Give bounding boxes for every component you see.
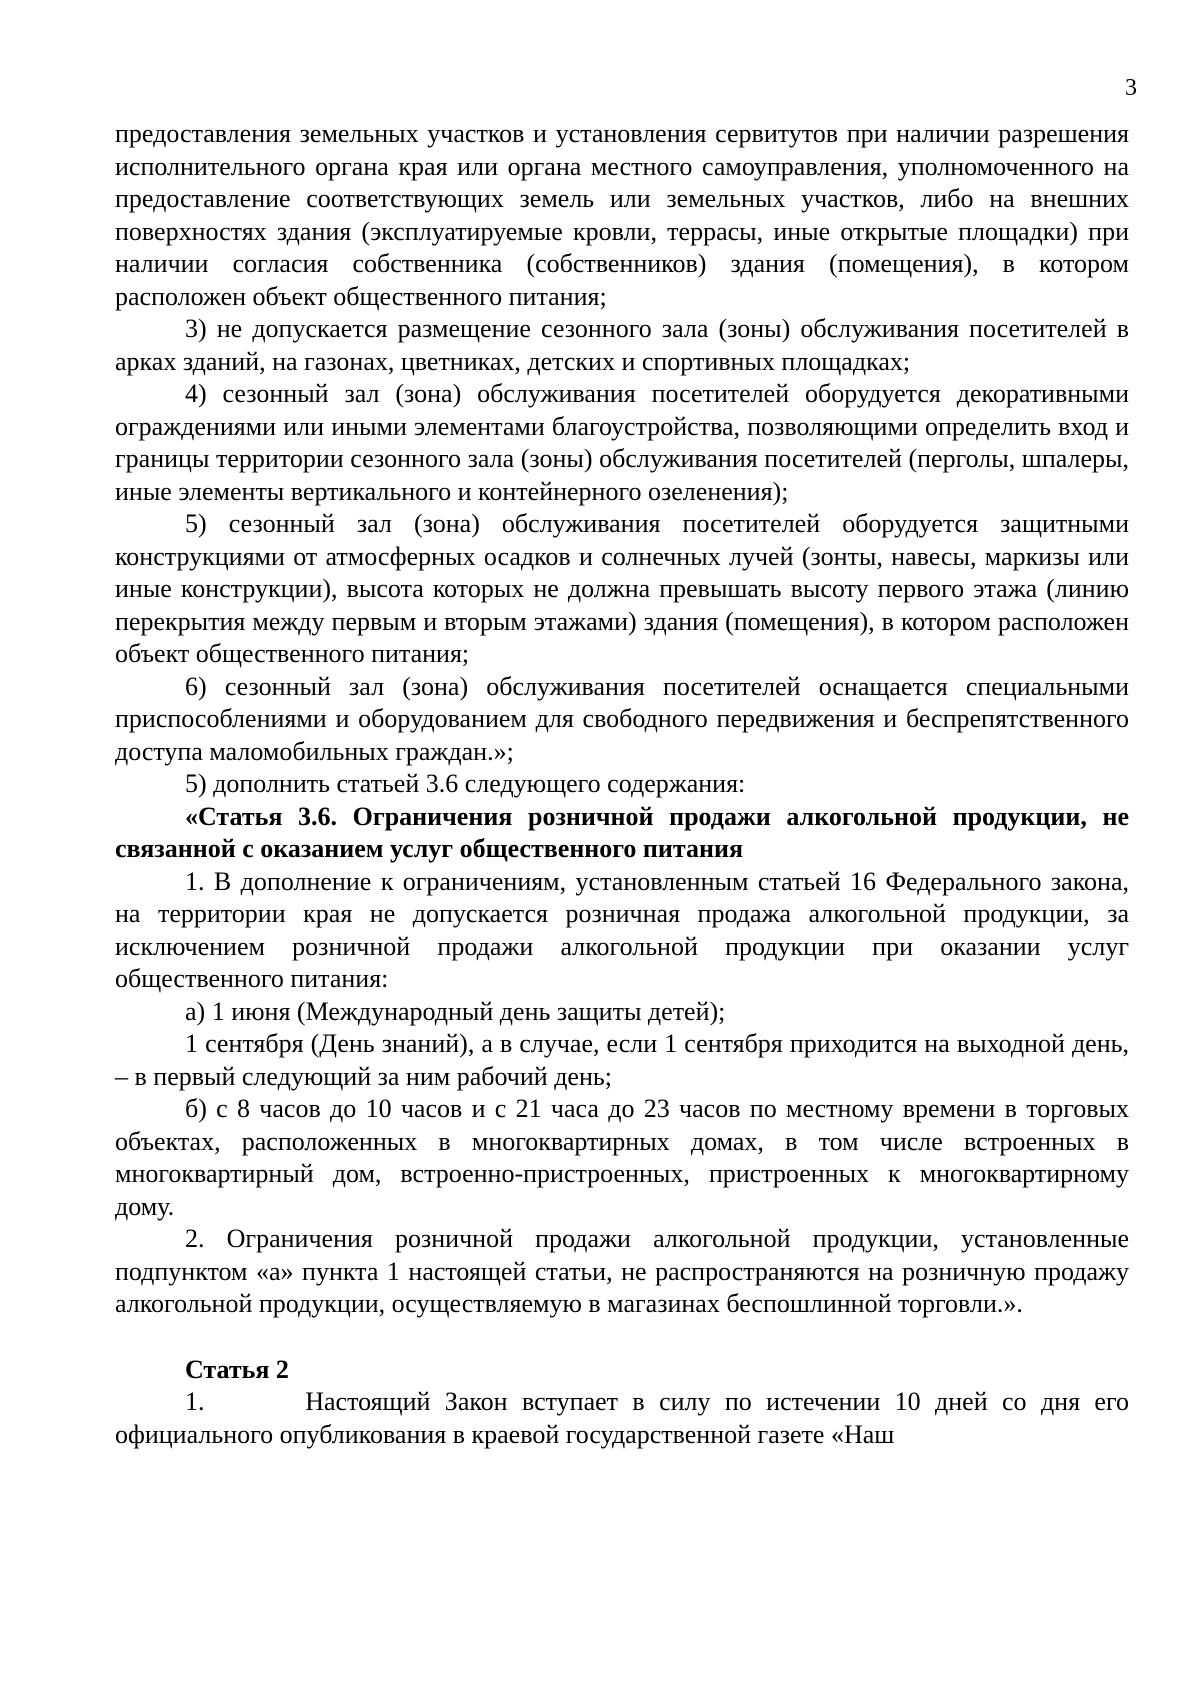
document-body: [115, 118, 1136, 1451]
article-2-clause-1: 1. Настоящий Закон вступает в силу по истечении 10 дней со дня его официального опубликования в краевой государственной газете «Наш: [115, 1387, 1136, 1449]
paragraph-item-4: 4) сезонный зал (зона) обслуживания посетителей оборудуется декоративными ограждениями или иными элементами благоустройства, позволяющими определить вход и границы территории сезонного зала (зоны) обслуживания посетителей (перголы, шпалеры, иные элементы вертикального и контейнерного озеленения);: [115, 379, 1129, 506]
paragraph-continuation: предоставления земельных участков и установления сервитутов при наличии разрешения исполнительного органа края или органа местного самоуправления, уполномоченного на предоставление соответствующих земель или земельных участков, либо на внешних поверхностях здания (эксплуатируемые кровли, террасы, иные открытые площадки) при наличии согласия собственника (собственников) здания (помещения), в котором расположен объект общественного питания;: [115, 119, 1129, 311]
paragraph-item-3: 3) не допускается размещение сезонного зала (зоны) обслуживания посетителей в арках зданий, на газонах, цветниках, детских и спортивных площадках;: [115, 314, 1129, 376]
article-2-heading: Статья 2: [185, 1354, 289, 1384]
paragraph-item-6: 6) сезонный зал (зона) обслуживания посетителей оснащается специальными приспособлениями и оборудованием для свободного передвижения и беспрепятственного доступа маломобильных граждан.»;: [115, 671, 1129, 766]
article-3-6-clause-1: 1. В дополнение к ограничениям, установленным статьей 16 Федерального закона, на территории края не допускается розничная продажа алкогольной продукции, за исключением розничной продажи алкогольной продукции при оказании услуг общественного питания:: [115, 866, 1129, 993]
subclause-a-september: 1 сентября (День знаний), а в случае, если 1 сентября приходится на выходной день, – в первый следующий за ним рабочий день;: [115, 1029, 1129, 1091]
section-spacer: [115, 1321, 1129, 1354]
article-3-6-heading: «Статья 3.6. Ограничения розничной продажи алкогольной продукции, не связанной с оказанием услуг общественного питания: [115, 801, 1129, 863]
subclause-b: б) с 8 часов до 10 часов и с 21 часа до 23 часов по местному времени в торговых объектах, расположенных в многоквартирных домах, в том числе встроенных в многоквартирный дом, встроенно-пристроенных, пристроенных к многоквартирному дому.: [115, 1094, 1129, 1221]
subclause-a: а) 1 июня (Международный день защиты детей);: [185, 996, 726, 1026]
article-3-6-clause-2: 2. Ограничения розничной продажи алкогольной продукции, установленные подпунктом «а» пункта 1 настоящей статьи, не распространяются на розничную продажу алкогольной продукции, осуществляемую в магазинах беспошлинной торговли.».: [115, 1224, 1129, 1318]
page-number: 3: [1125, 75, 1137, 101]
paragraph-item-5: 5) сезонный зал (зона) обслуживания посетителей оборудуется защитными конструкциями от атмосферных осадков и солнечных лучей (зонты, навесы, маркизы или иные конструкции), высота которых не должна превышать высоту первого этажа (линию перекрытия между первым и вторым этажами) здания (помещения), в котором расположен объект общественного питания;: [115, 509, 1129, 668]
paragraph-amendment-5: 5) дополнить статьей 3.6 следующего содержания:: [185, 769, 746, 798]
